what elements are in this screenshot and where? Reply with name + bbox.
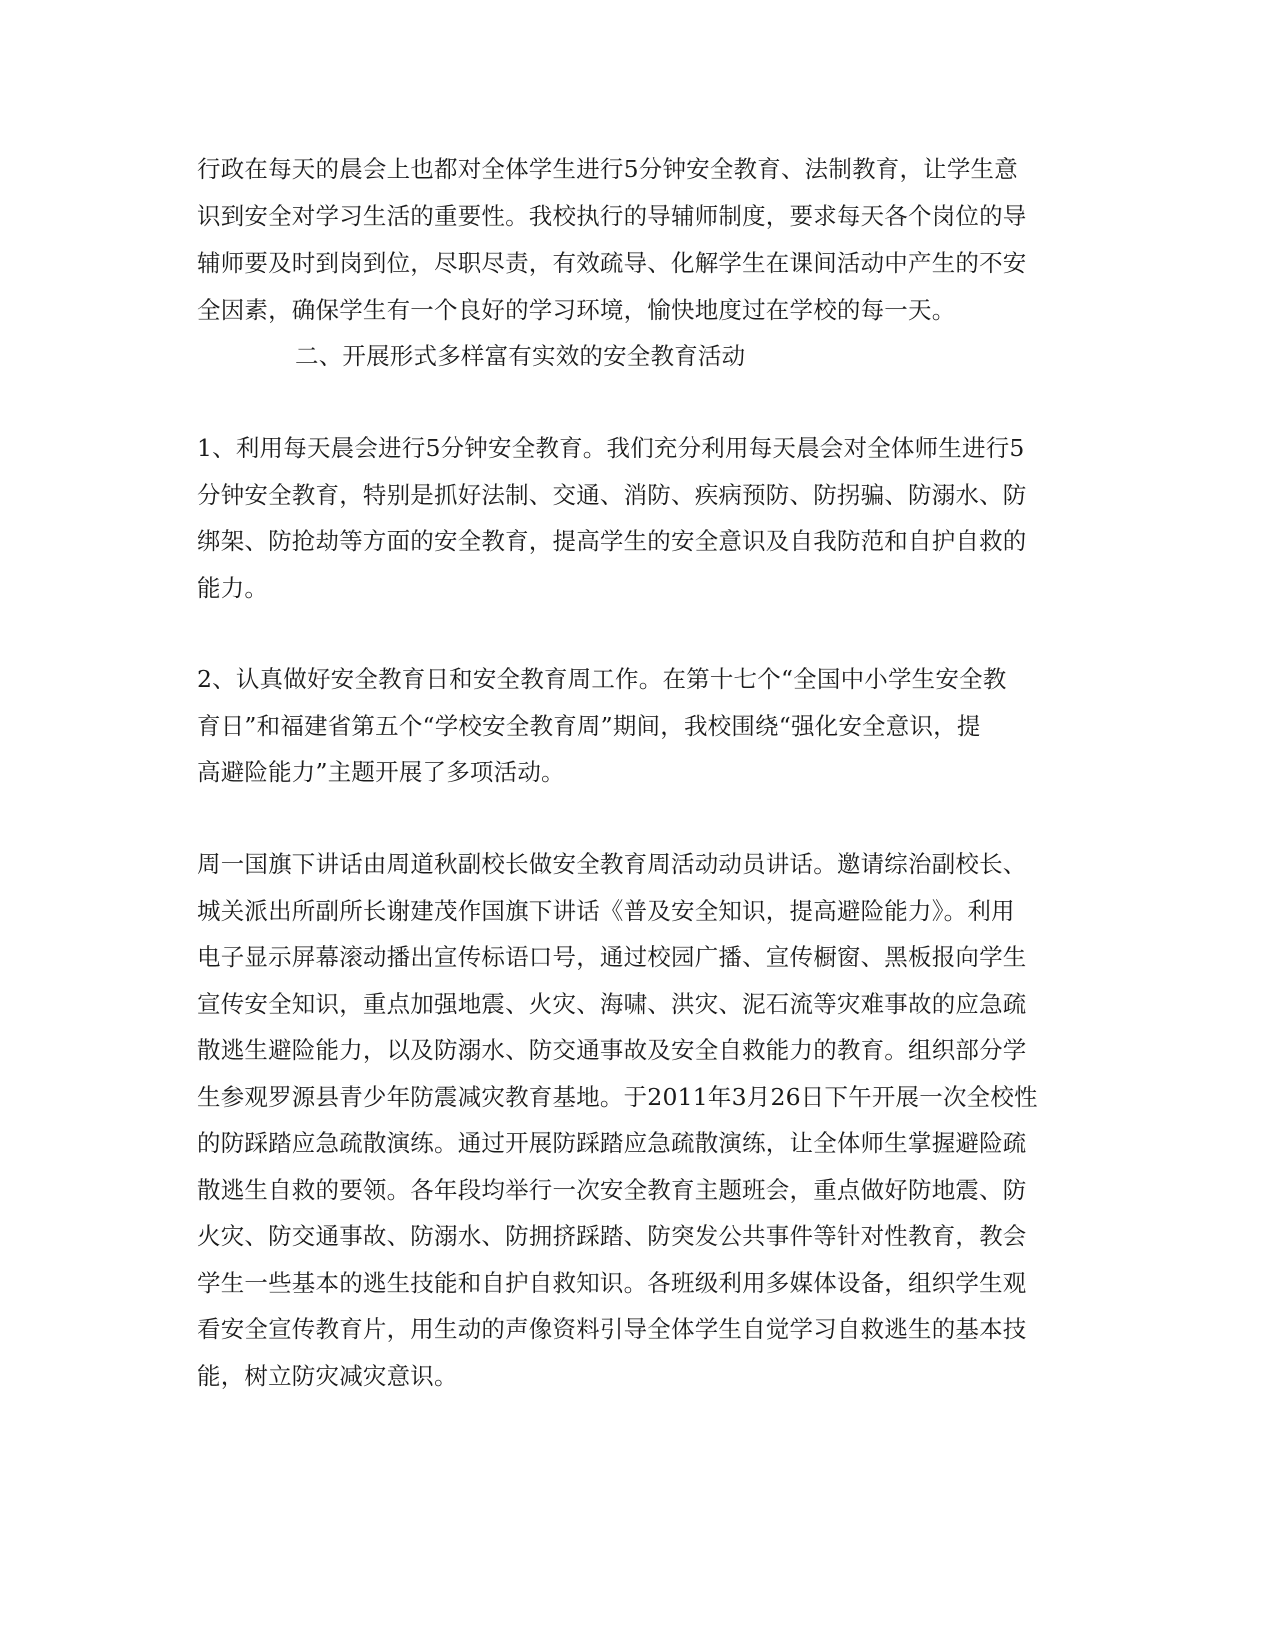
text-line: 火灾、防交通事故、防溺水、防拥挤踩踏、防突发公共事件等针对性教育，教会 bbox=[197, 1222, 1027, 1250]
text-line: 2、认真做好安全教育日和安全教育周工作。在第十七个“全国中小学生安全教 bbox=[197, 665, 1007, 693]
text-line: 学生一些基本的逃生技能和自护自救知识。各班级利用多媒体设备，组织学生观 bbox=[197, 1269, 1027, 1297]
text-line: 的防踩踏应急疏散演练。通过开展防踩踏应急疏散演练，让全体师生掌握避险疏 bbox=[197, 1129, 1027, 1157]
text-line: 能，树立防灾减灾意识。 bbox=[197, 1362, 458, 1390]
text-line: 分钟安全教育，特别是抓好法制、交通、消防、疾病预防、防拐骗、防溺水、防 bbox=[197, 481, 1027, 509]
text-line: 识到安全对学习生活的重要性。我校执行的导辅师制度，要求每天各个岗位的导 bbox=[197, 202, 1027, 230]
text-line: 周一国旗下讲话由周道秋副校长做安全教育周活动动员讲话。邀请综治副校长、 bbox=[197, 850, 1027, 878]
text-line: 行政在每天的晨会上也都对全体学生进行5分钟安全教育、法制教育，让学生意 bbox=[197, 155, 1018, 183]
text-line: 育日”和福建省第五个“学校安全教育周”期间，我校围绕“强化安全意识，提 bbox=[197, 712, 981, 740]
text-line: 1、利用每天晨会进行5分钟安全教育。我们充分利用每天晨会对全体师生进行5 bbox=[197, 434, 1025, 462]
text-line: 城关派出所副所长谢建茂作国旗下讲话《普及安全知识，提高避险能力》。利用 bbox=[197, 897, 1015, 925]
text-line: 散逃生避险能力，以及防溺水、防交通事故及安全自救能力的教育。组织部分学 bbox=[197, 1036, 1027, 1064]
text-line: 辅师要及时到岗到位，尽职尽责，有效疏导、化解学生在课间活动中产生的不安 bbox=[197, 249, 1027, 277]
section-heading: 二、开展形式多样富有实效的安全教育活动 bbox=[295, 342, 746, 370]
text-line: 能力。 bbox=[197, 574, 269, 602]
text-line: 绑架、防抢劫等方面的安全教育，提高学生的安全意识及自我防范和自护自救的 bbox=[197, 527, 1027, 555]
text-line: 散逃生自救的要领。各年段均举行一次安全教育主题班会，重点做好防地震、防 bbox=[197, 1176, 1027, 1204]
text-line: 电子显示屏幕滚动播出宣传标语口号，通过校园广播、宣传橱窗、黑板报向学生 bbox=[197, 943, 1027, 971]
text-line: 宣传安全知识，重点加强地震、火灾、海啸、洪灾、泥石流等灾难事故的应急疏 bbox=[197, 990, 1027, 1018]
text-line: 全因素，确保学生有一个良好的学习环境，愉快地度过在学校的每一天。 bbox=[197, 296, 956, 324]
text-line: 高避险能力”主题开展了多项活动。 bbox=[197, 758, 565, 786]
text-line: 看安全宣传教育片，用生动的声像资料引导全体学生自觉学习自救逃生的基本技 bbox=[197, 1315, 1027, 1343]
text-line: 生参观罗源县青少年防震减灾教育基地。于2011年3月26日下午开展一次全校性 bbox=[197, 1083, 1038, 1111]
